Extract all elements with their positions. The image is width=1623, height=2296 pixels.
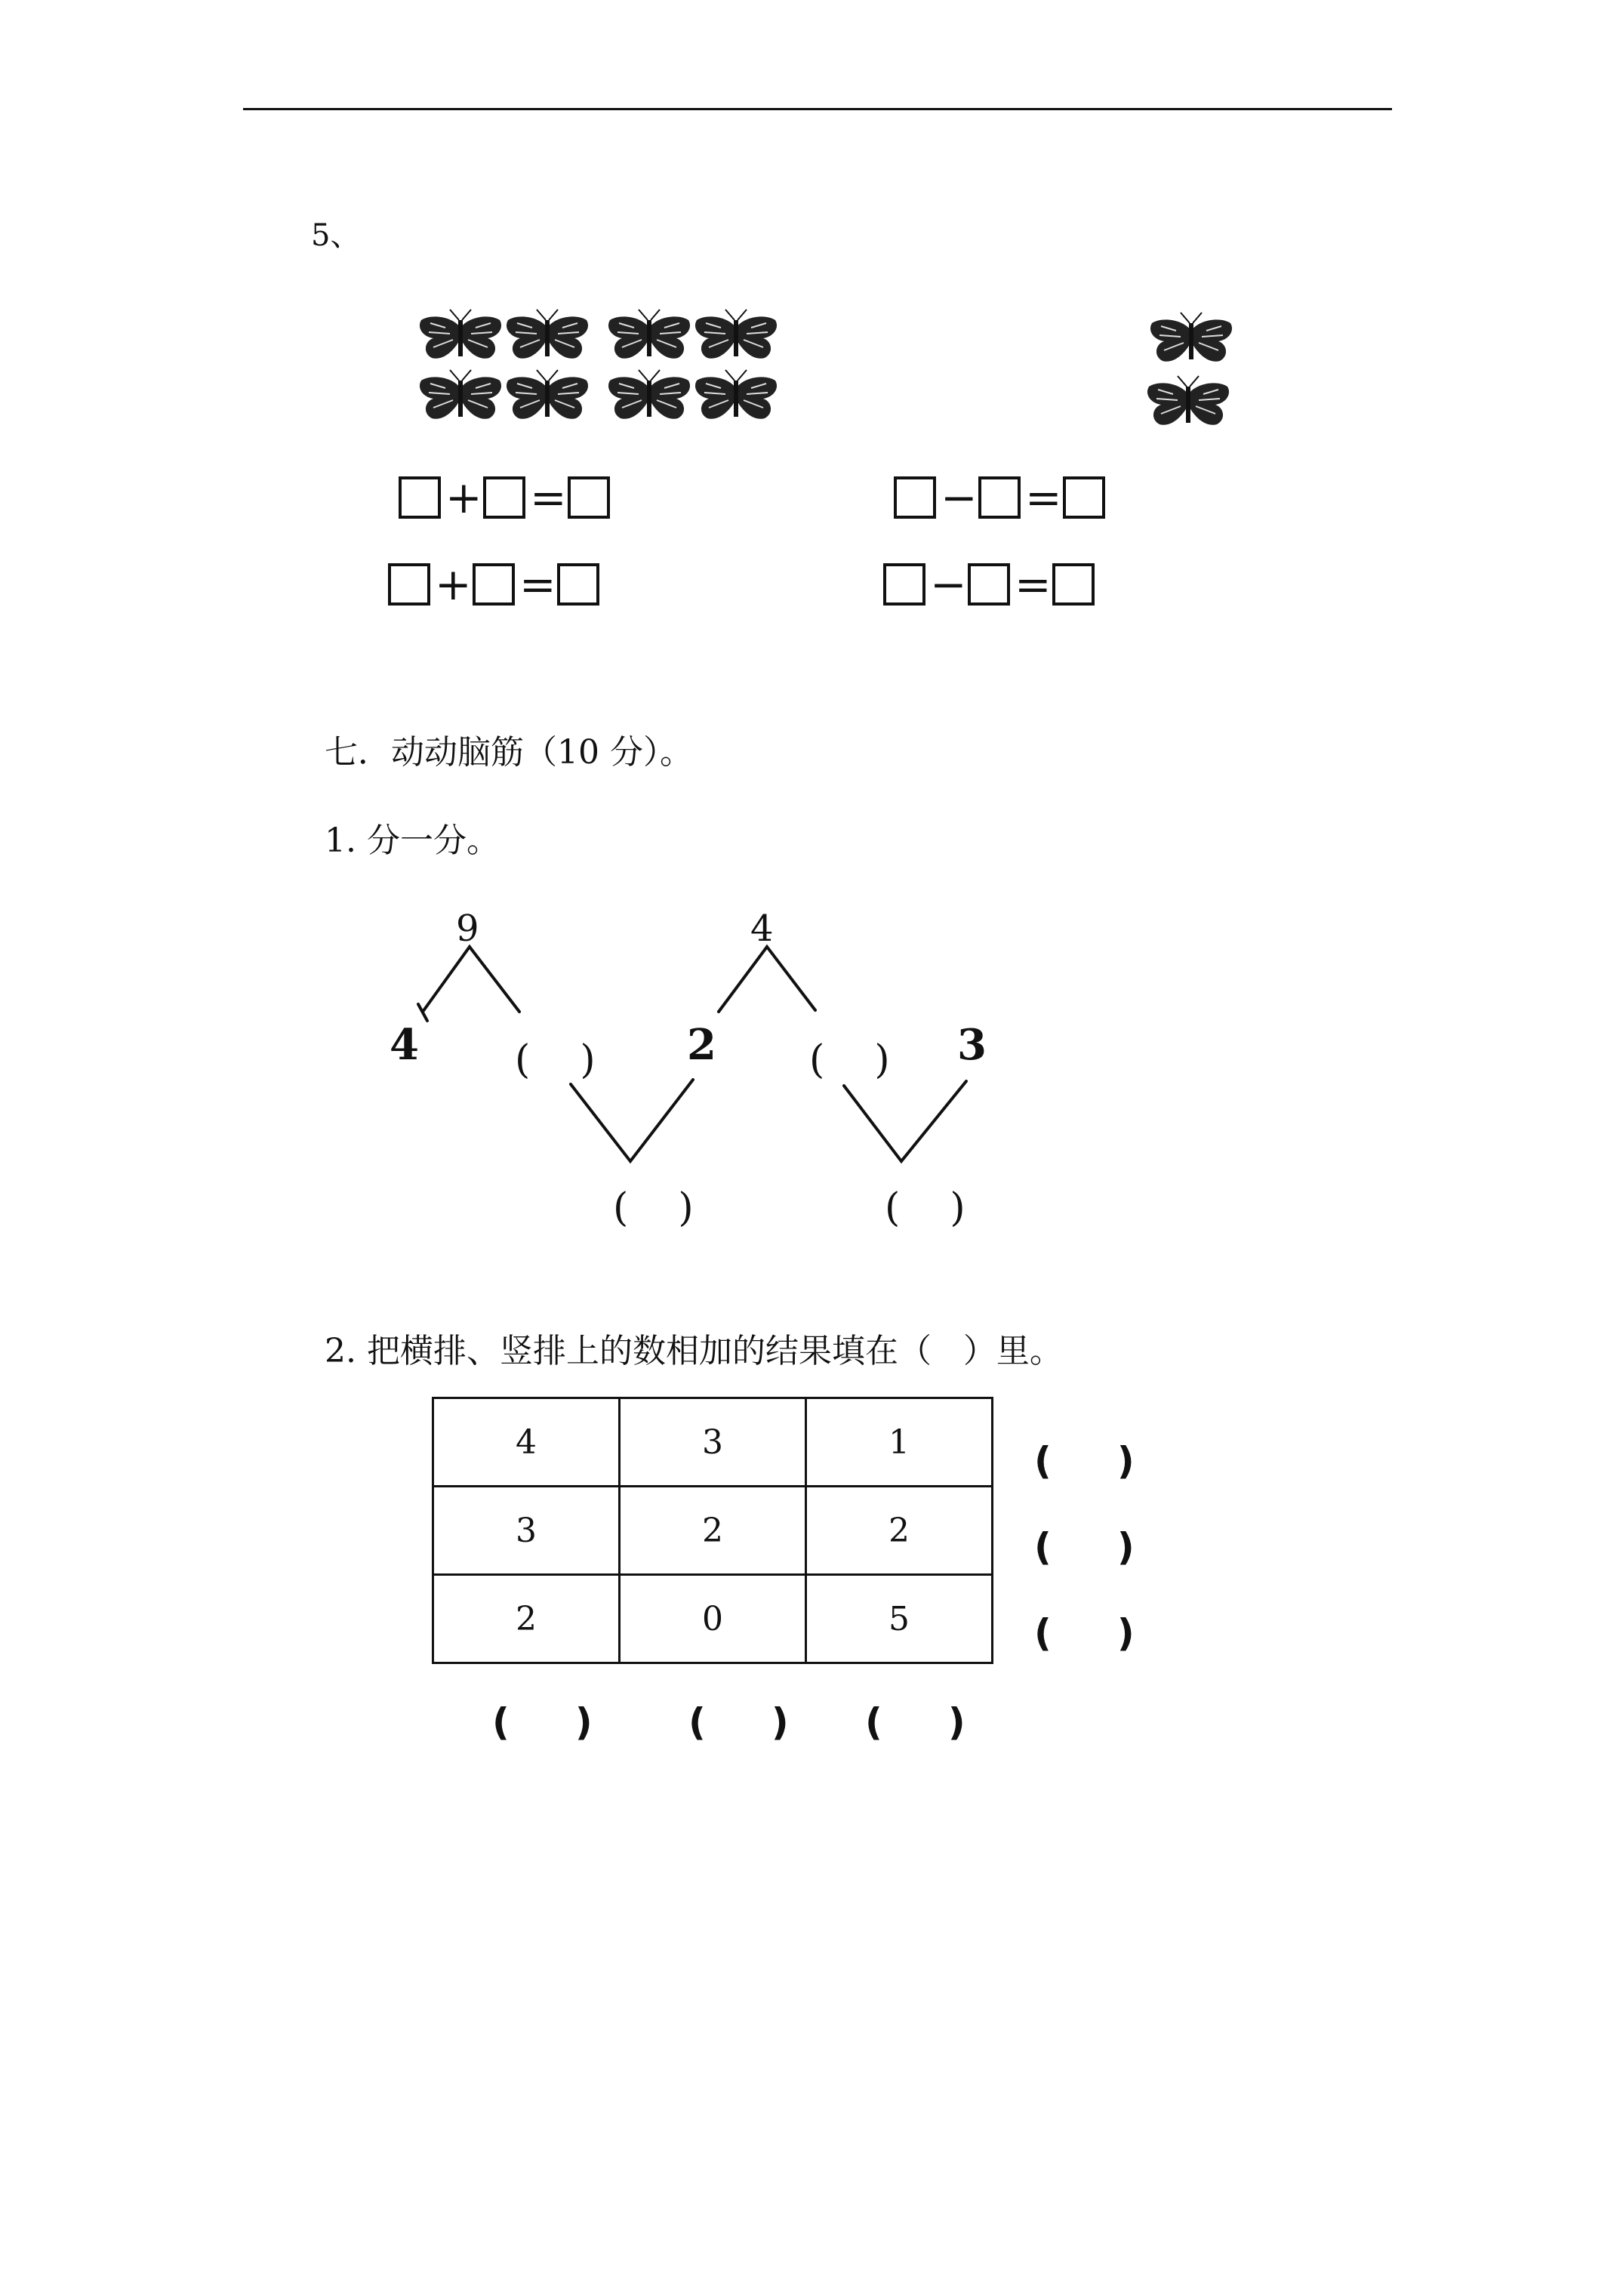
section-title: 七．动动脑筋（10 分）。 [325, 733, 693, 772]
minus-sign: − [941, 472, 978, 523]
equals-sign: = [530, 472, 567, 523]
bond-answer-blank[interactable]: ( ) [613, 1185, 694, 1231]
question-number: 5、 [311, 218, 361, 253]
equals-sign: = [1025, 472, 1062, 523]
grid-row [433, 1575, 993, 1663]
bond-answer-blank[interactable]: ( ) [885, 1185, 965, 1231]
grid-cell: 3 [620, 1398, 806, 1487]
part1-heading: 1. 分一分。 [325, 821, 500, 860]
bond-answer-blank[interactable]: ( ) [515, 1037, 596, 1083]
butterfly-illustration [408, 294, 1253, 453]
column-sum-blank[interactable]: ( ) [865, 1700, 965, 1744]
bond-given-middle: 2 [687, 1020, 716, 1070]
answer-box[interactable] [473, 563, 515, 606]
butterfly-group-left [420, 310, 777, 419]
answer-box[interactable] [399, 476, 441, 519]
grid-cell: 5 [806, 1575, 993, 1663]
bond-top-left: 9 [456, 908, 479, 950]
row-sum-blank[interactable]: ( ) [1034, 1439, 1135, 1483]
answer-box[interactable] [883, 563, 925, 606]
answer-box[interactable] [894, 476, 936, 519]
equation-row1-left [394, 472, 614, 523]
part2-heading: 2. 把横排、竖排上的数相加的结果填在（ ）里。 [325, 1332, 1063, 1370]
answer-box[interactable] [1052, 563, 1095, 606]
equation-row2-right [879, 559, 1099, 610]
butterfly-group-right [1147, 313, 1232, 425]
grid-cell: 2 [620, 1487, 806, 1575]
answer-box[interactable] [978, 476, 1021, 519]
answer-box[interactable] [568, 476, 610, 519]
grid-row [433, 1398, 993, 1487]
bond-top-right: 4 [750, 908, 774, 950]
plus-sign: + [445, 472, 482, 523]
grid-cell: 1 [806, 1398, 993, 1487]
number-bond-lines [408, 936, 1027, 1178]
answer-box[interactable] [483, 476, 525, 519]
answer-box[interactable] [557, 563, 599, 606]
column-sum-blank[interactable]: ( ) [492, 1700, 593, 1744]
grid-cell: 2 [806, 1487, 993, 1575]
answer-box[interactable] [1063, 476, 1105, 519]
equation-row2-left [383, 559, 604, 610]
grid-cell: 0 [620, 1575, 806, 1663]
equals-sign: = [519, 559, 556, 610]
answer-box[interactable] [968, 563, 1010, 606]
grid-cell: 2 [433, 1575, 620, 1663]
row-sum-blank[interactable]: ( ) [1034, 1611, 1135, 1655]
answer-box[interactable] [388, 563, 430, 606]
plus-sign: + [435, 559, 472, 610]
number-grid [432, 1397, 993, 1664]
row-sum-blank[interactable]: ( ) [1034, 1525, 1135, 1569]
header-rule [243, 108, 1392, 110]
bond-answer-blank[interactable]: ( ) [809, 1037, 890, 1083]
equation-row1-right [889, 472, 1110, 523]
minus-sign: − [930, 559, 967, 610]
grid-cell: 3 [433, 1487, 620, 1575]
column-sum-blank[interactable]: ( ) [688, 1700, 789, 1744]
grid-row [433, 1487, 993, 1575]
equals-sign: = [1015, 559, 1052, 610]
grid-cell: 4 [433, 1398, 620, 1487]
bond-given-left: 4 [390, 1020, 419, 1070]
bond-given-right: 3 [957, 1020, 987, 1070]
